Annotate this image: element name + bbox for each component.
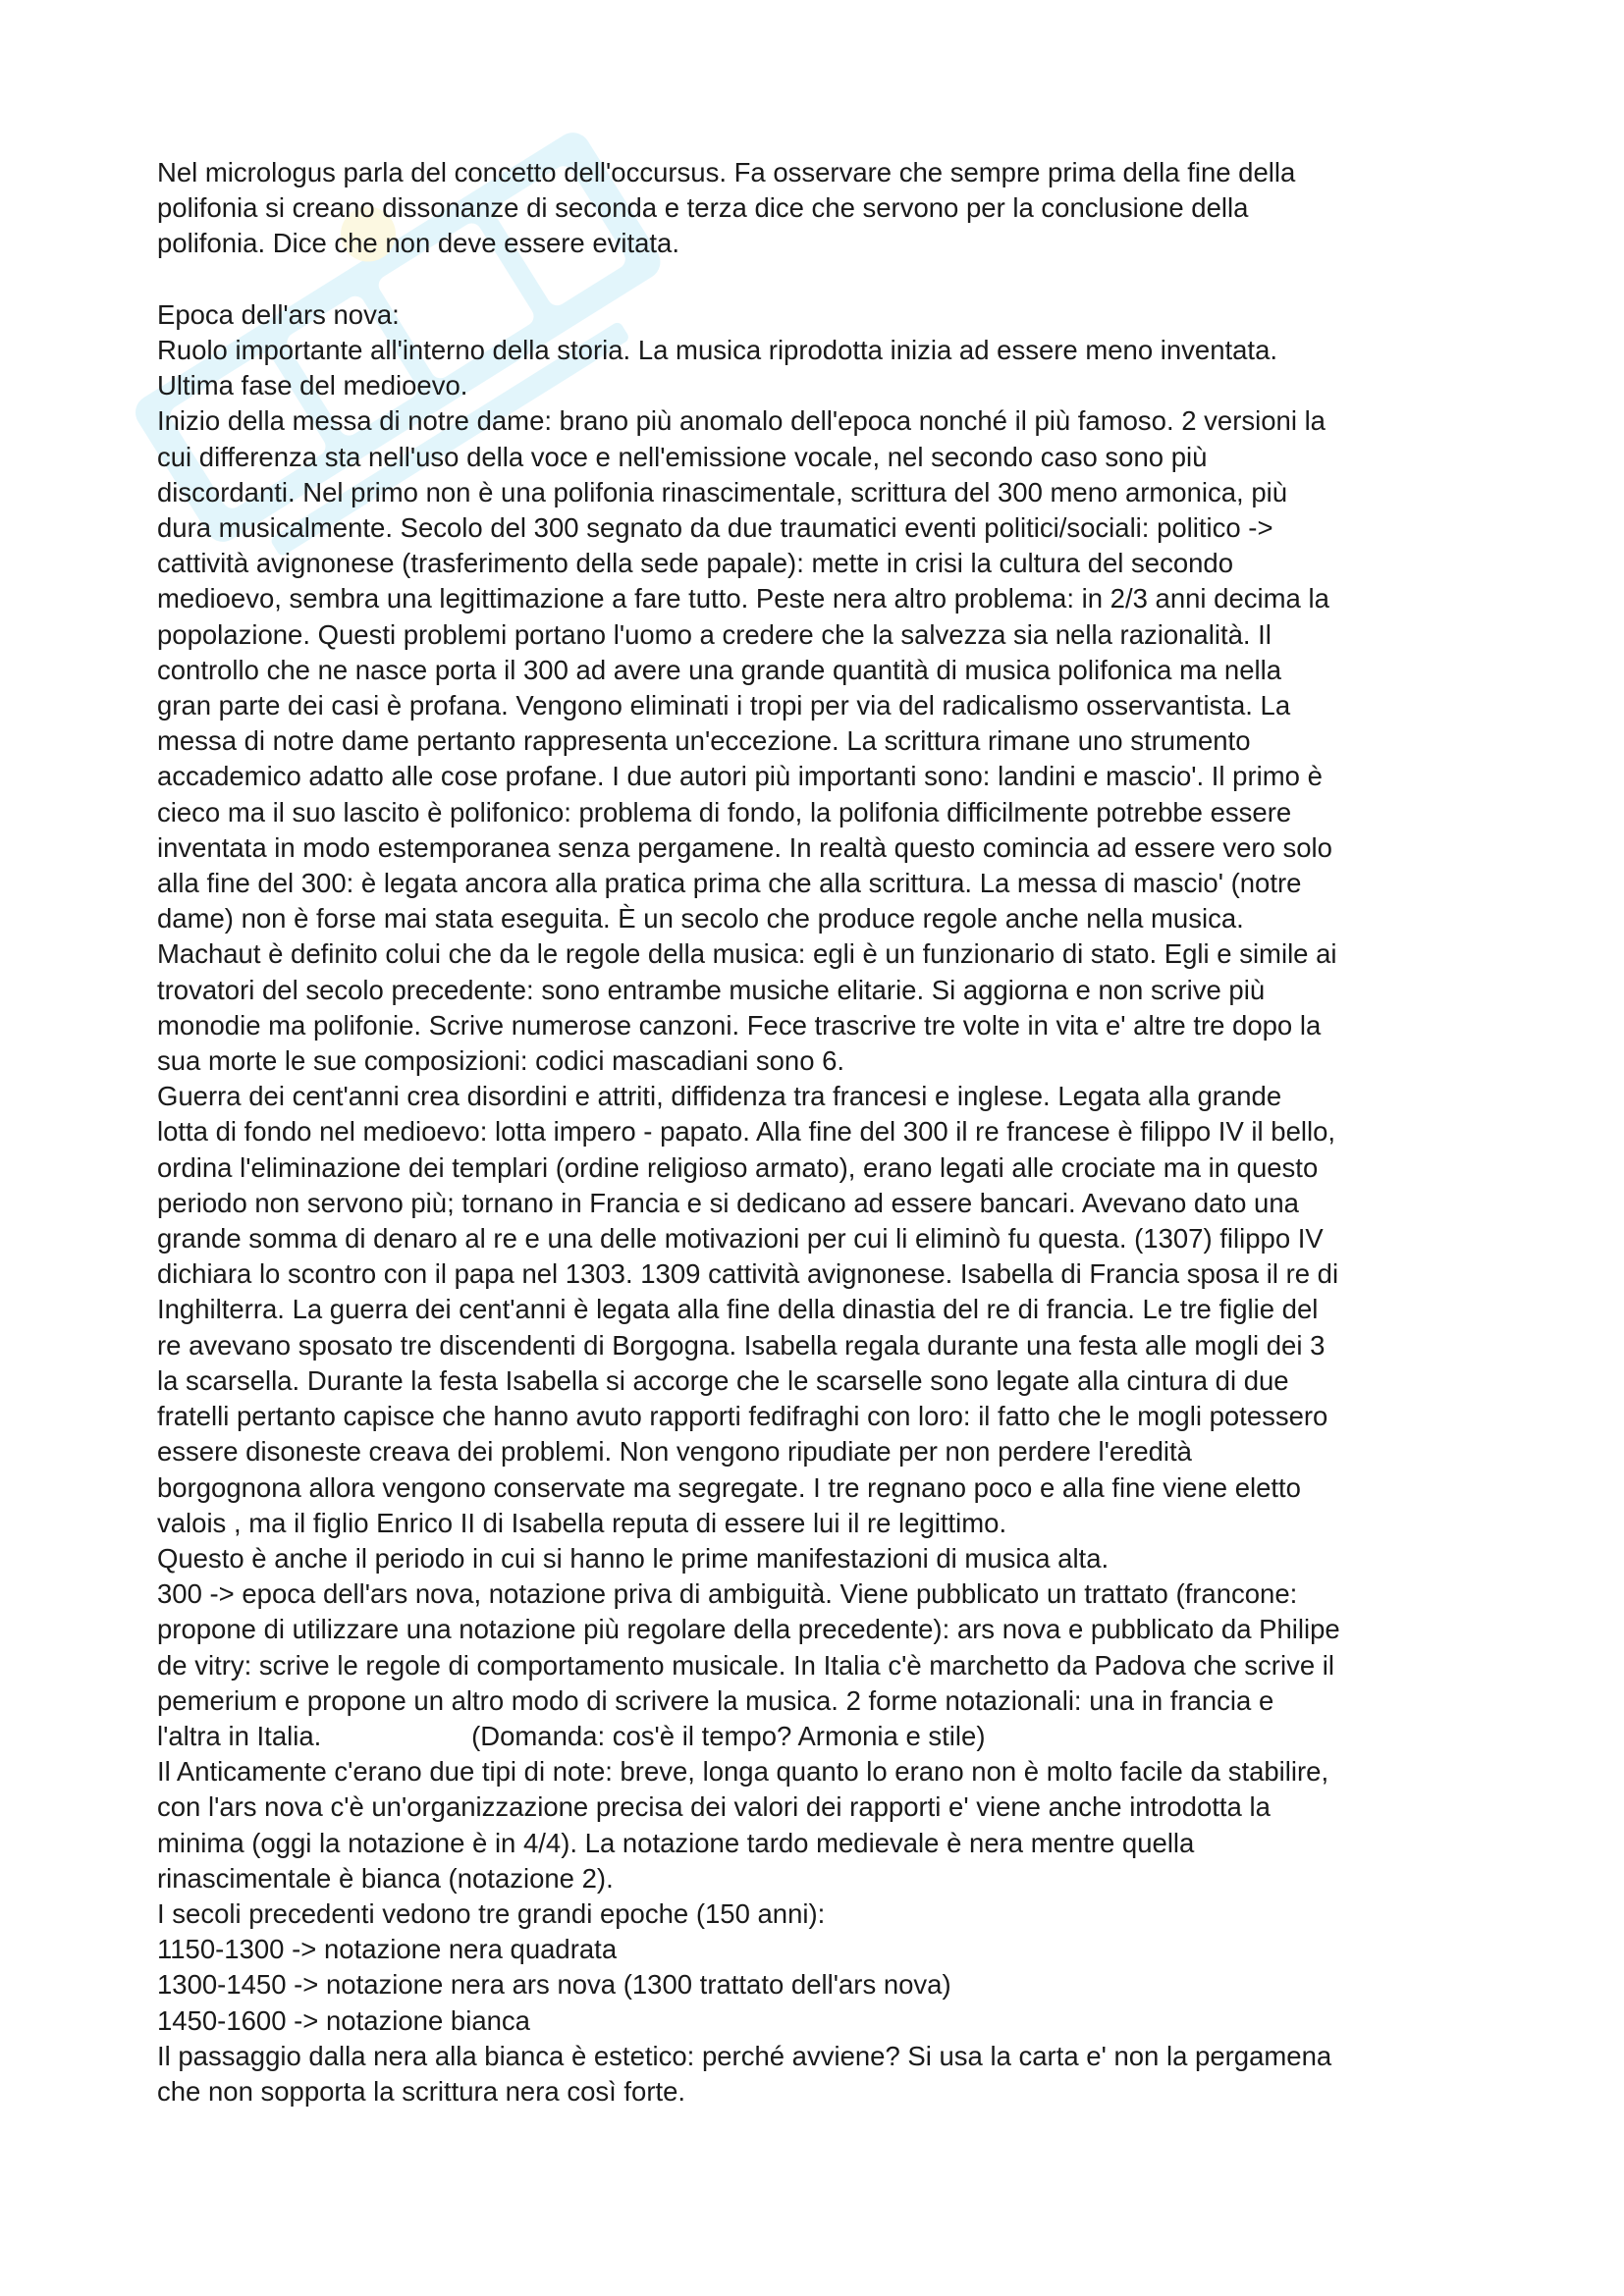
- text-line: Ruolo importante all'interno della storia. La musica riprodotta inizia ad essere meno inventata.: [157, 335, 1278, 365]
- text-line: che non sopporta la scrittura nera così forte.: [157, 2075, 686, 2107]
- text-line: monodie ma polifonie. Scrive numerose canzoni. Fece trascrive tre volte in vita e' altre tre dopo la: [157, 1009, 1322, 1041]
- text-line: de vitry: scrive le regole di comportamento musicale. In Italia c'è marchetto da Padova che scrive il: [157, 1649, 1334, 1681]
- text-line: la scarsella. Durante la festa Isabella si accorge che le scarselle sono legate alla cintura di due: [157, 1364, 1289, 1396]
- text-line: fratelli pertanto capisce che hanno avuto rapporti fedifraghi con loro: il fatto che le mogli potessero: [157, 1401, 1328, 1432]
- text-line: messa di notre dame pertanto rappresenta un'eccezione. La scrittura rimane uno strumento: [157, 725, 1251, 757]
- text-line: dame) non è forse mai stata eseguita. È un secolo che produce regole anche nella musica.: [157, 903, 1244, 934]
- text-line: sua morte le sue composizioni: codici mascadiani sono 6.: [157, 1045, 845, 1077]
- document-page: [157, 155, 1492, 2109]
- text-line: inventata in modo estemporanea senza pergamene. In realtà questo comincia ad essere vero solo: [157, 831, 1332, 863]
- text-line: re avevano sposato tre discendenti di Borgogna. Isabella regala durante una festa alle mogli dei 3: [157, 1329, 1326, 1361]
- text-line: trovatori del secolo precedente: sono entrambe musiche elitarie. Si aggiorna e non scrive più: [157, 974, 1266, 1005]
- text-line: periodo non servono più; tornano in Francia e si dedicano ad essere bancari. Avevano dato una: [157, 1187, 1299, 1218]
- text-line: Guerra dei cent'anni crea disordini e attriti, diffidenza tra francesi e inglese. Legata alla grande: [157, 1081, 1282, 1112]
- text-line: pemerium e propone un altro modo di scrivere la musica. 2 forme notazionali: una in francia e: [157, 1684, 1274, 1716]
- text-line: Questo è anche il periodo in cui si hanno le prime manifestazioni di musica alta.: [157, 1542, 1110, 1574]
- text-line: con l'ars nova c'è un'organizzazione precisa dei valori dei rapporti e' viene anche introdotta la: [157, 1791, 1271, 1823]
- text-line: cieco ma il suo lascito è polifonico: problema di fondo, la polifonia difficilmente potrebbe essere: [157, 796, 1292, 828]
- text-line: gran parte dei casi è profana. Vengono eliminati i tropi per via del radicalismo osservantista. La: [157, 690, 1291, 721]
- text-line: Ultima fase del medioevo.: [157, 370, 468, 401]
- text-line: lotta di fondo nel medioevo: lotta impero - papato. Alla fine del 300 il re francese è filippo IV il bello,: [157, 1116, 1336, 1148]
- text-line: minima (oggi la notazione è in 4/4). La notazione tardo medievale è nera mentre quella: [157, 1827, 1195, 1858]
- paragraph-gap: [157, 262, 1492, 297]
- text-line: alla fine del 300: è legata ancora alla pratica prima che alla scrittura. La messa di mascio' (notre: [157, 868, 1302, 899]
- text-line: Machaut è definito colui che da le regole della musica: egli è un funzionario di stato. Egli e simile ai: [157, 938, 1337, 970]
- text-line: Inghilterra. La guerra dei cent'anni è legata alla fine della dinastia del re di francia. Le tre figlie del: [157, 1294, 1319, 1325]
- text-line: rinascimentale è bianca (notazione 2).: [157, 1862, 614, 1894]
- text-line: polifonia si creano dissonanze di seconda e terza dice che servono per la conclusione della: [157, 192, 1249, 224]
- text-line: discordanti. Nel primo non è una polifonia rinascimentale, scrittura del 300 meno armonica, più: [157, 476, 1288, 507]
- text-line: accademico adatto alle cose profane. I due autori più importanti sono: landini e mascio'. Il primo è: [157, 761, 1323, 792]
- paragraph-ars-nova: [157, 297, 1492, 2109]
- text-line: dichiara lo scontro con il papa nel 1303. 1309 cattività avignonese. Isabella di Francia sposa il re di: [157, 1258, 1339, 1290]
- text-line: 1300-1450 -> notazione nera ars nova (1300 trattato dell'ars nova): [157, 1969, 951, 2001]
- paragraph-micrologus: [157, 155, 1492, 262]
- text-line: polifonia. Dice che non deve essere evitata.: [157, 228, 679, 259]
- text-line: ordina l'eliminazione dei templari (ordine religioso armato), erano legati alle crociate ma in questo: [157, 1151, 1319, 1183]
- text-line: Nel micrologus parla del concetto dell'occursus. Fa osservare che sempre prima della fine della: [157, 157, 1296, 187]
- text-line: I secoli precedenti vedono tre grandi epoche (150 anni):: [157, 1897, 826, 1929]
- text-line: 300 -> epoca dell'ars nova, notazione priva di ambiguità. Viene pubblicato un trattato (francone:: [157, 1578, 1298, 1610]
- text-line: cui differenza sta nell'uso della voce e nell'emissione vocale, nel secondo caso sono più: [157, 441, 1208, 472]
- section-heading: Epoca dell'ars nova:: [157, 298, 400, 330]
- text-line: cattività avignonese (trasferimento della sede papale): mette in crisi la cultura del secondo: [157, 548, 1233, 579]
- text-line: borgognona allora vengono conservate ma segregate. I tre regnano poco e alla fine viene eletto: [157, 1471, 1301, 1503]
- text-line: Inizio della messa di notre dame: brano più anomalo dell'epoca nonché il più famoso. 2 versioni la: [157, 405, 1326, 437]
- text-line: propone di utilizzare una notazione più regolare della precedente): ars nova e pubblicato da Philipe: [157, 1614, 1340, 1645]
- text-line: popolazione. Questi problemi portano l'uomo a credere che la salvezza sia nella razionalità. Il: [157, 618, 1272, 650]
- text-line: l'altra in Italia. (Domanda: cos'è il tempo? Armonia e stile): [157, 1720, 986, 1751]
- text-line: Il Anticamente c'erano due tipi di note: breve, longa quanto lo erano non è molto facile da stabilire,: [157, 1756, 1329, 1788]
- text-line: essere disoneste creava dei problemi. Non vengono ripudiate per non perdere l'eredità: [157, 1436, 1192, 1468]
- text-line: 1450-1600 -> notazione bianca: [157, 2004, 530, 2036]
- text-line: Il passaggio dalla nera alla bianca è estetico: perché avviene? Si usa la carta e' non la pergamena: [157, 2040, 1332, 2071]
- text-line: controllo che ne nasce porta il 300 ad avere una grande quantità di musica polifonica ma nella: [157, 654, 1282, 685]
- text-line: dura musicalmente. Secolo del 300 segnato da due traumatici eventi politici/sociali: politico ->: [157, 512, 1273, 544]
- text-line: valois , ma il figlio Enrico II di Isabella reputa di essere lui il re legittimo.: [157, 1507, 1007, 1538]
- text-line: grande somma di denaro al re e una delle motivazioni per cui li eliminò fu questa. (1307) filippo IV: [157, 1223, 1324, 1255]
- text-line: 1150-1300 -> notazione nera quadrata: [157, 1934, 618, 1965]
- text-line: medioevo, sembra una legittimazione a fare tutto. Peste nera altro problema: in 2/3 anni decima la: [157, 583, 1329, 614]
